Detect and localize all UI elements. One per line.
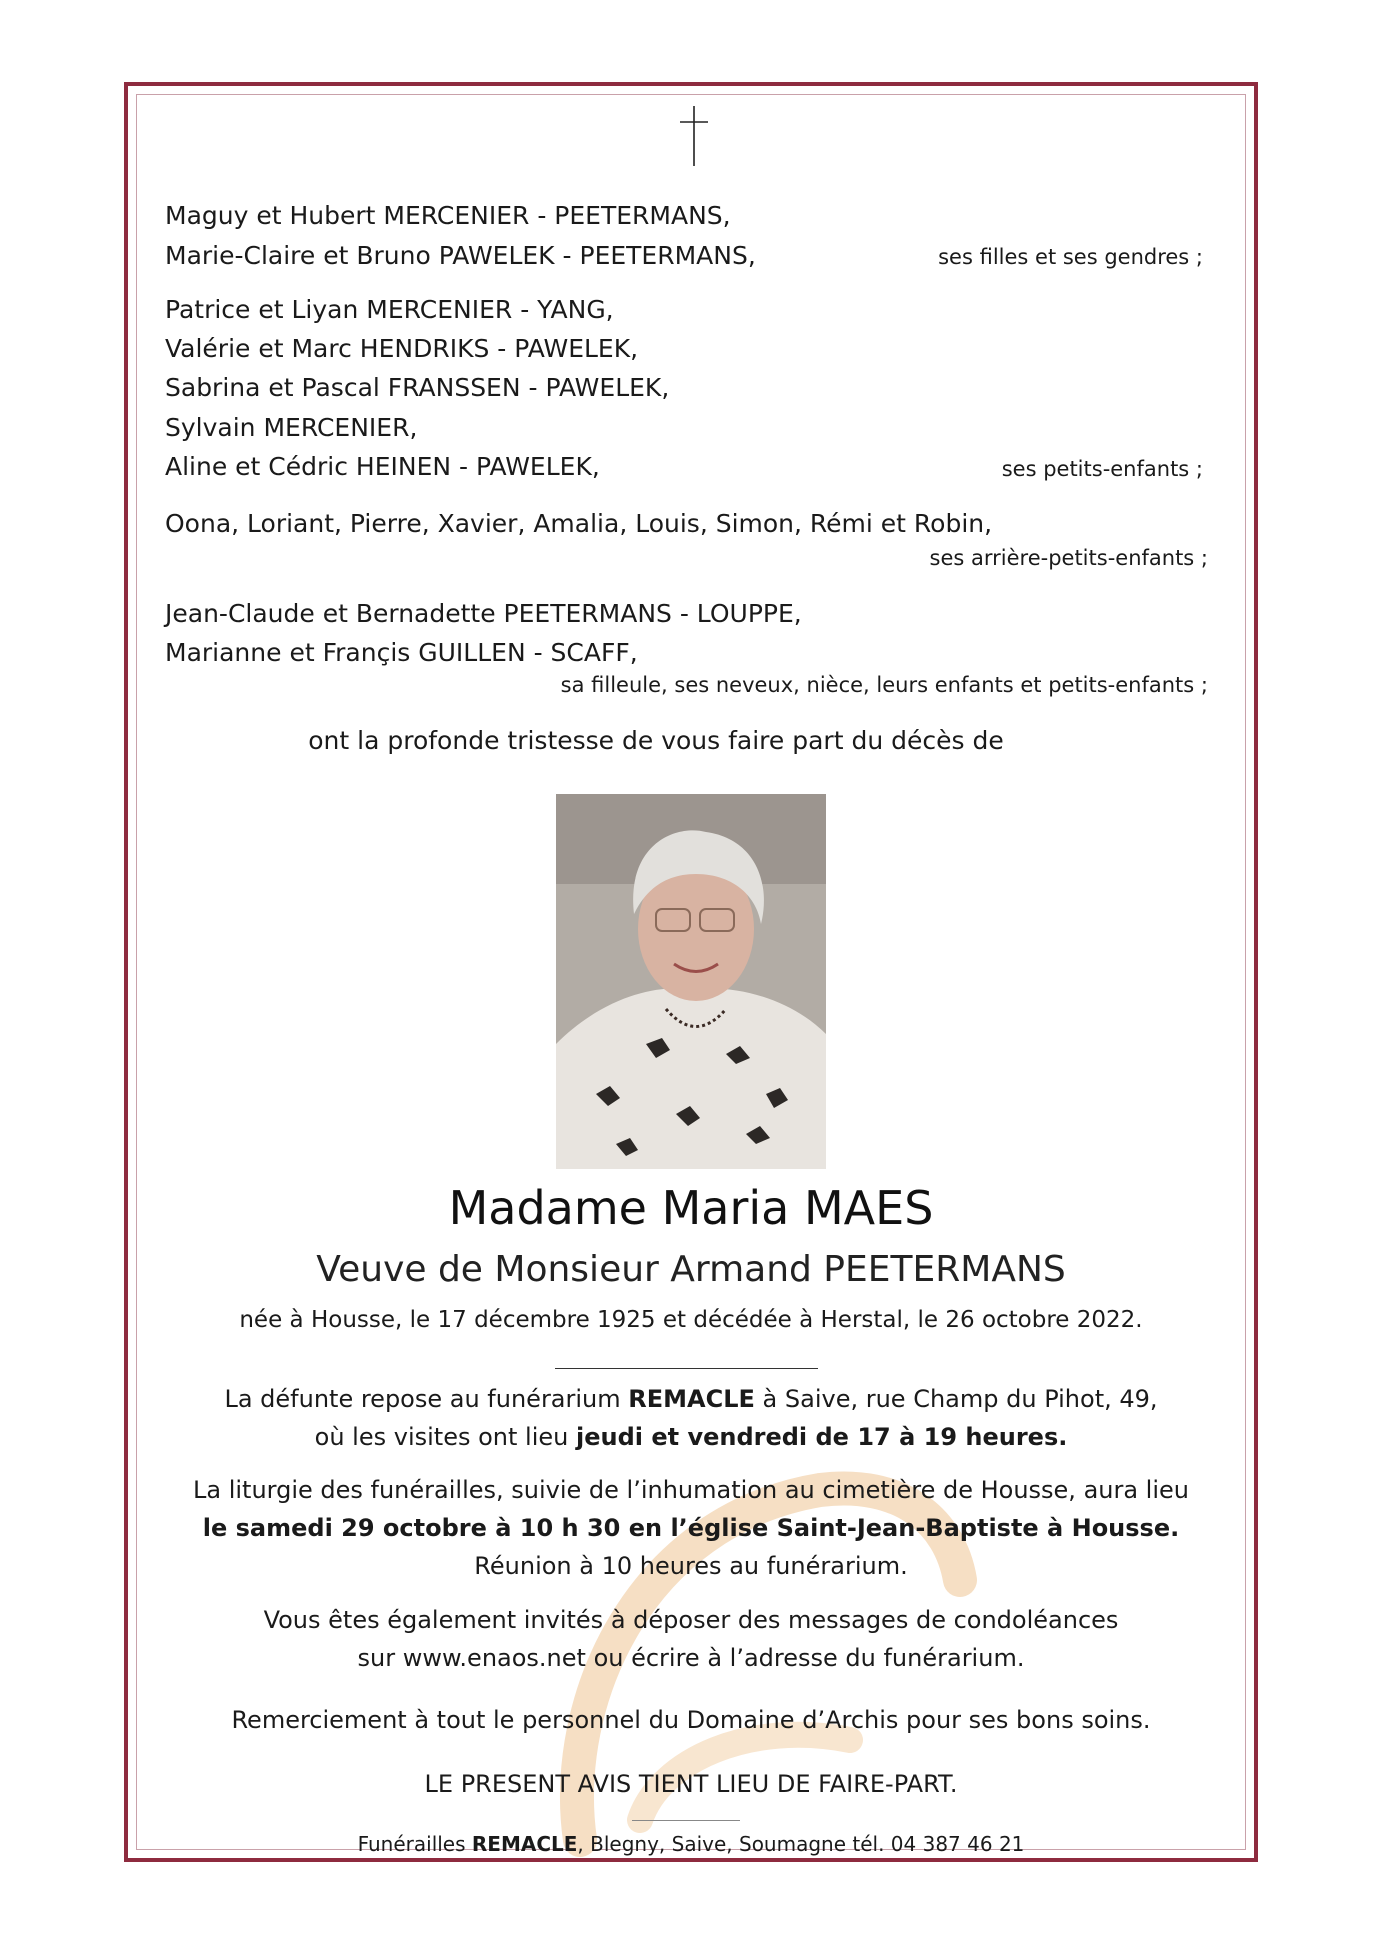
- liturgy-line-2: [124, 1509, 1258, 1547]
- liturgy-line-3: Réunion à 10 heures au funérarium.: [474, 1552, 908, 1580]
- announcement: ont la profonde tristesse de vous faire part du décès de: [308, 726, 1004, 755]
- family-line: Valérie et Marc HENDRIKS - PAWELEK,: [165, 334, 639, 363]
- visits-schedule: jeudi et vendredi de 17 à 19 heures.: [575, 1423, 1068, 1451]
- repose-address: à Saive, rue Champ du Pihot, 49,: [754, 1385, 1158, 1413]
- family-line: Maguy et Hubert MERCENIER - PEETERMANS,: [165, 201, 731, 230]
- visits-text: où les visites ont lieu: [314, 1423, 576, 1451]
- cross-icon: [674, 104, 714, 168]
- family-line: Patrice et Liyan MERCENIER - YANG,: [165, 295, 614, 324]
- family-line: Sylvain MERCENIER,: [165, 413, 418, 442]
- widow-of: Veuve de Monsieur Armand PEETERMANS: [316, 1249, 1066, 1290]
- repose-line: [124, 1380, 1258, 1418]
- family-role: ses petits-enfants ;: [1001, 457, 1203, 481]
- family-line: Marianne et Françis GUILLEN - SCAFF,: [165, 638, 638, 667]
- family-line: Marie-Claire et Bruno PAWELEK - PEETERMANS,: [165, 241, 756, 270]
- condolences-line-1: Vous êtes également invités à déposer des messages de condoléances: [263, 1606, 1119, 1634]
- family-line: Aline et Cédric HEINEN - PAWELEK,: [165, 452, 600, 481]
- condolences-line-2: sur www.enaos.net ou écrire à l’adresse du funérarium.: [357, 1644, 1025, 1672]
- footer-separator: [632, 1820, 740, 1821]
- footer-text: Funérailles: [357, 1832, 472, 1856]
- liturgy-date-place: samedi 29 octobre à 10 h 30 en l’église Saint-Jean-Baptiste à Housse.: [235, 1514, 1180, 1542]
- repose-text: La défunte repose au funérarium: [224, 1385, 629, 1413]
- liturgy-prefix: le: [202, 1514, 236, 1542]
- separator: [555, 1368, 818, 1369]
- footer-contact: , Blegny, Saive, Soumagne tél. 04 387 46 21: [577, 1832, 1025, 1856]
- family-line: Oona, Loriant, Pierre, Xavier, Amalia, Louis, Simon, Rémi et Robin,: [165, 509, 993, 538]
- family-role: ses arrière-petits-enfants ;: [929, 546, 1208, 570]
- thanks-line: Remerciement à tout le personnel du Domaine d’Archis pour ses bons soins.: [231, 1706, 1151, 1734]
- footer-brand: REMACLE: [471, 1832, 578, 1856]
- family-line: Sabrina et Pascal FRANSSEN - PAWELEK,: [165, 373, 670, 402]
- liturgy-line-1: La liturgie des funérailles, suivie de l’inhumation au cimetière de Housse, aura lieu: [192, 1476, 1189, 1504]
- family-line: Jean-Claude et Bernadette PEETERMANS - LOUPPE,: [165, 599, 802, 628]
- visits-line: [124, 1418, 1258, 1456]
- family-role: ses filles et ses gendres ;: [938, 245, 1203, 269]
- deceased-name: Madame Maria MAES: [448, 1181, 934, 1235]
- portrait-photo: [556, 794, 826, 1169]
- funeral-home-name: REMACLE: [628, 1385, 755, 1413]
- family-role: sa filleule, ses neveux, nièce, leurs enfants et petits-enfants ;: [560, 673, 1208, 697]
- footer: [124, 1830, 1258, 1858]
- notice-line: LE PRESENT AVIS TIENT LIEU DE FAIRE-PART.: [424, 1770, 958, 1798]
- birth-death-dates: née à Housse, le 17 décembre 1925 et décédée à Herstal, le 26 octobre 2022.: [239, 1307, 1143, 1333]
